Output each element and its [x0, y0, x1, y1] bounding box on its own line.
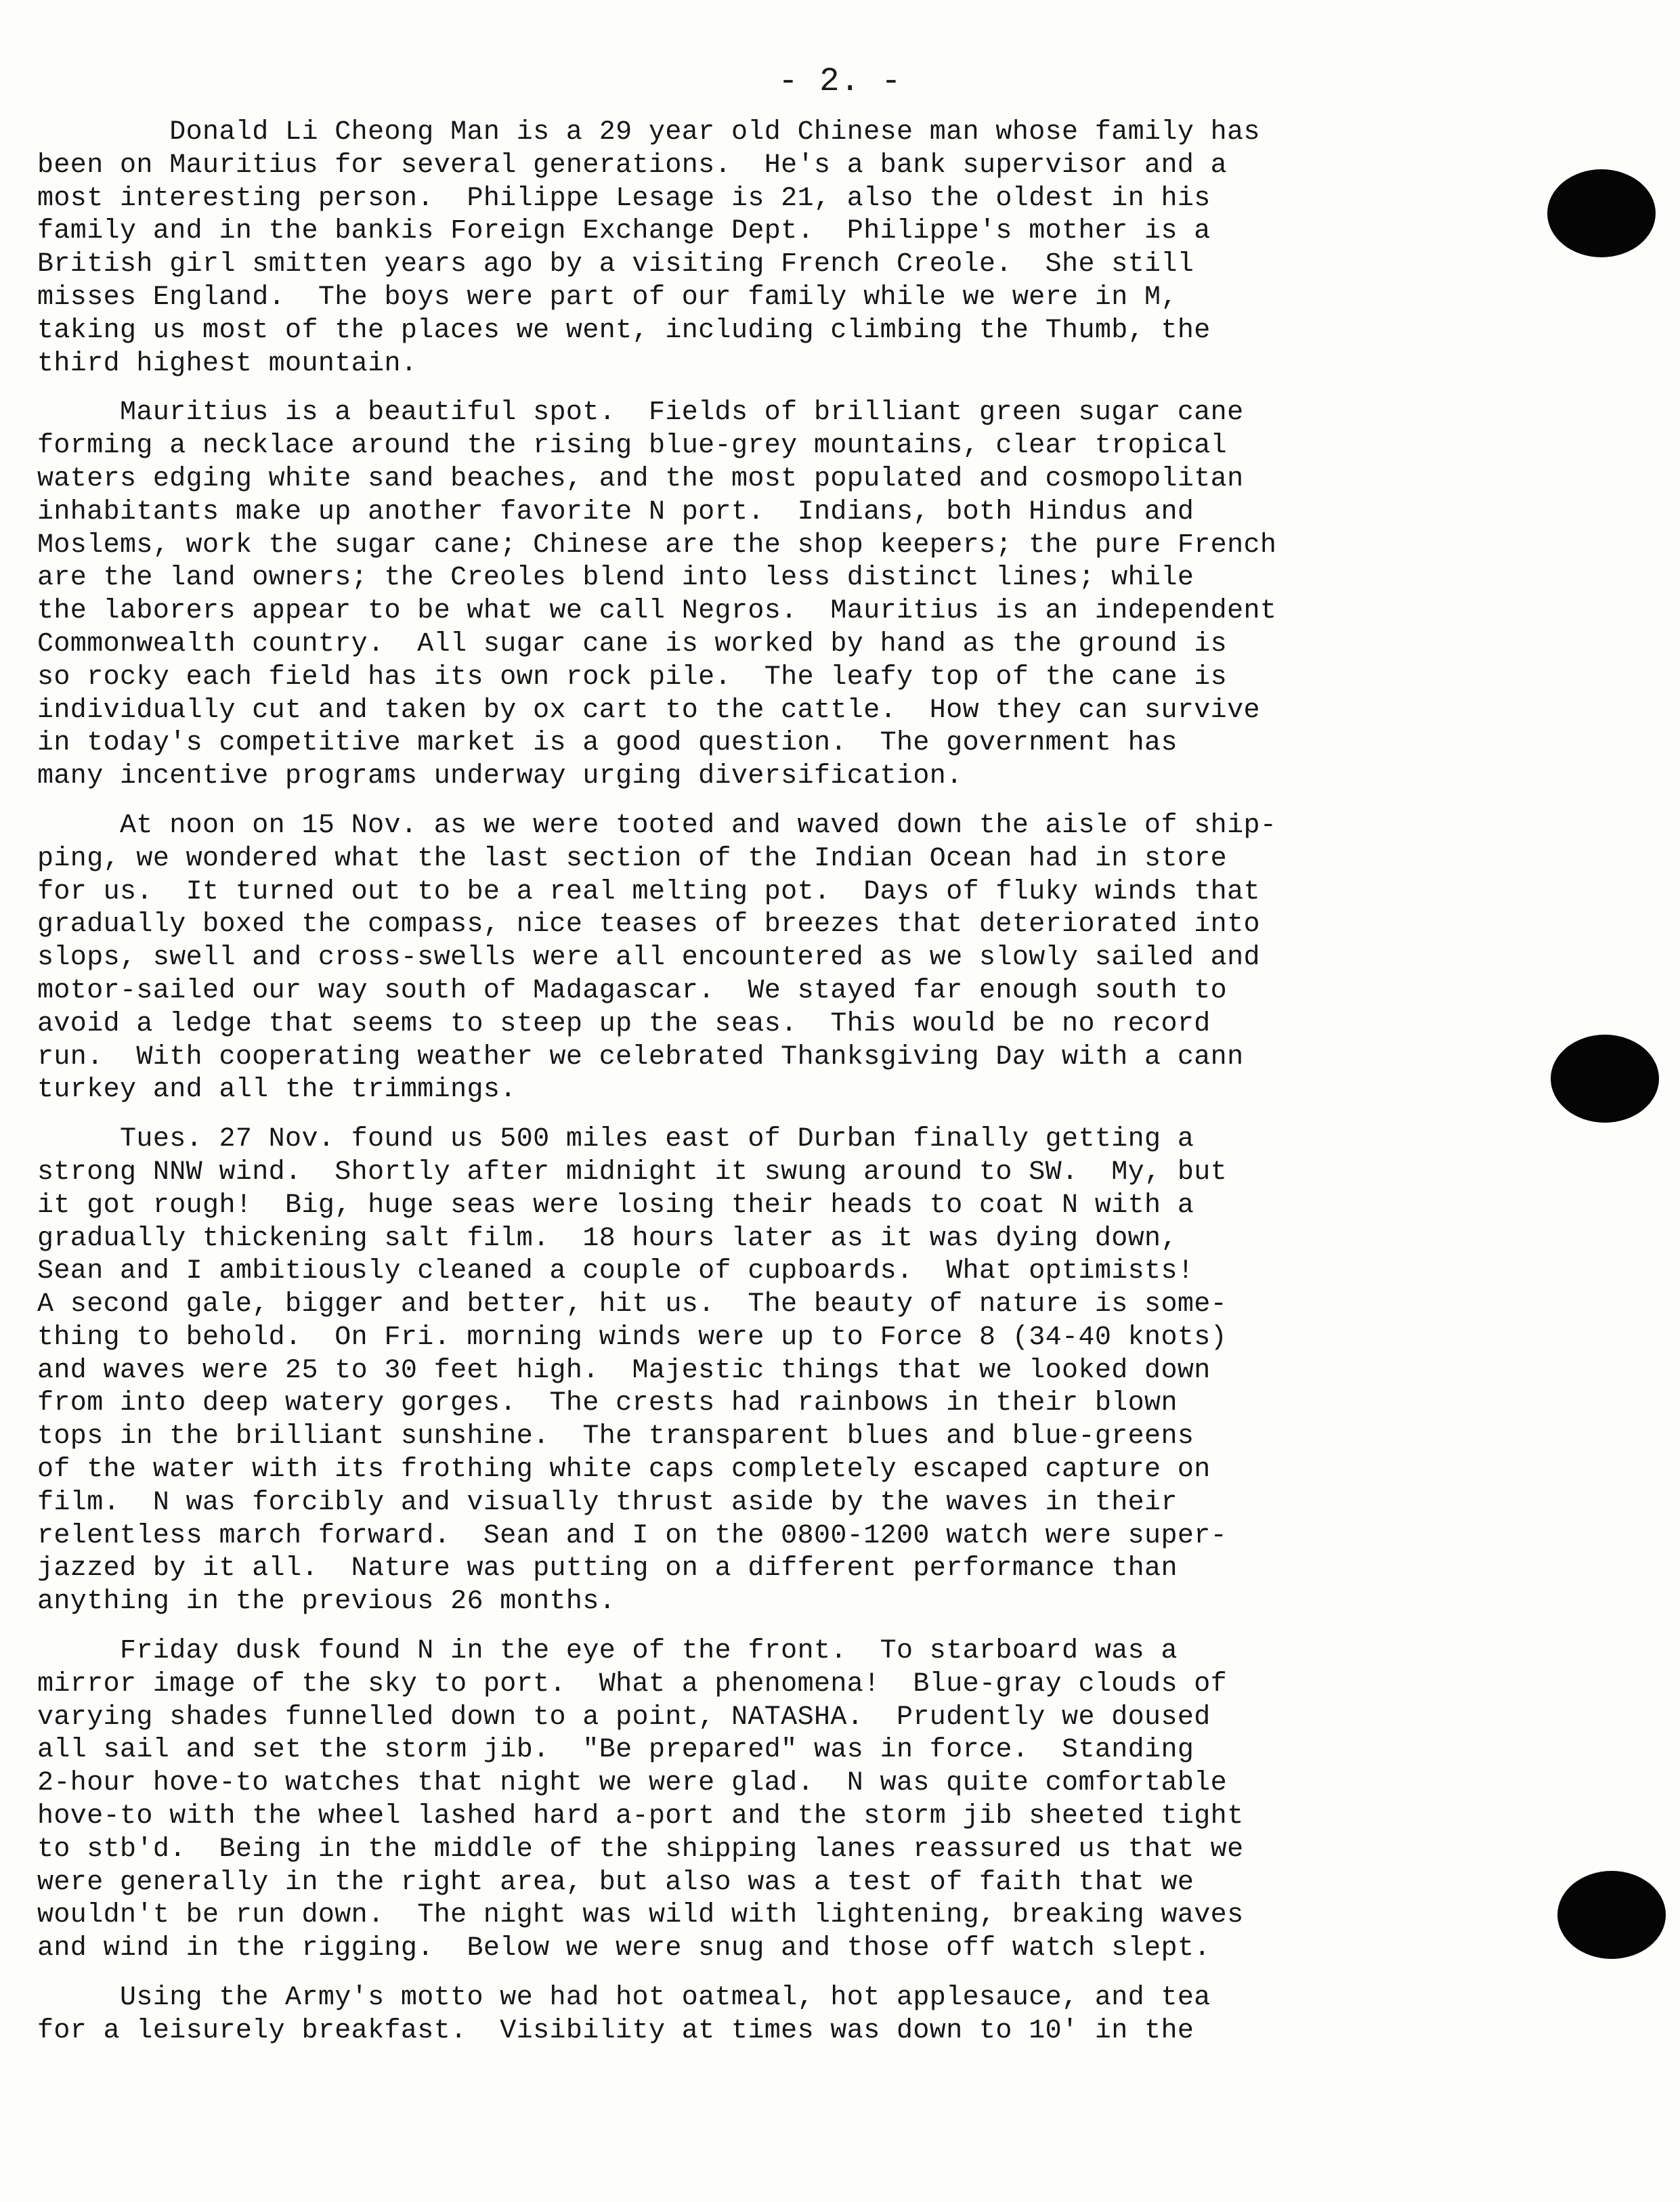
text-line: A second gale, bigger and better, hit us. The beauty of nature is some- — [37, 1289, 1228, 1320]
text-line: it got rough! Big, huge seas were losing their heads to coat N with a — [37, 1190, 1194, 1221]
text-line: gradually thickening salt film. 18 hours later as it was dying down, — [37, 1223, 1178, 1254]
text-line: strong NNW wind. Shortly after midnight it swung around to SW. My, but — [37, 1157, 1228, 1188]
text-line: taking us most of the places we went, including climbing the Thumb, the — [37, 315, 1211, 346]
text-line: Friday dusk found N in the eye of the front. To starboard was a — [37, 1636, 1178, 1667]
text-line: jazzed by it all. Nature was putting on a different performance than — [37, 1553, 1178, 1584]
text-line: the laborers appear to be what we call Negros. Mauritius is an independent — [37, 596, 1277, 627]
text-line: individually cut and taken by ox cart to the cattle. How they can survive — [37, 695, 1260, 726]
text-line: of the water with its frothing white caps completely escaped capture on — [37, 1454, 1211, 1486]
text-line: forming a necklace around the rising blue-grey mountains, clear tropical — [37, 431, 1228, 462]
text-line: and wind in the rigging. Below we were snug and those off watch slept. — [37, 1933, 1211, 1964]
paragraph-friday-dusk — [37, 1635, 1588, 1966]
text-line: slops, swell and cross-swells were all encountered as we slowly sailed and — [37, 943, 1260, 974]
text-line: At noon on 15 Nov. as we were tooted and waved down the aisle of ship- — [37, 810, 1277, 841]
text-line: mirror image of the sky to port. What a phenomena! Blue-gray clouds of — [37, 1668, 1228, 1700]
text-line: Using the Army's motto we had hot oatmeal, hot applesauce, and tea — [37, 1983, 1211, 2014]
text-line: 2-hour hove-to watches that night we were glad. N was quite comfortable — [37, 1768, 1228, 1799]
paragraph-donald-philippe — [37, 116, 1588, 381]
text-line: many incentive programs underway urging diversification. — [37, 761, 963, 792]
punch-hole — [1557, 1871, 1666, 1959]
text-line: avoid a ledge that seems to steep up the seas. This would be no record — [37, 1008, 1211, 1039]
page-number: - 2. - — [778, 62, 902, 100]
text-line: Moslems, work the sugar cane; Chinese are the shop keepers; the pure French — [37, 530, 1277, 561]
text-line: to stb'd. Being in the middle of the shipping lanes reassured us that we — [37, 1834, 1244, 1865]
text-line: anything in the previous 26 months. — [37, 1586, 616, 1618]
text-line: all sail and set the storm jib. "Be prepared" was in force. Standing — [37, 1735, 1194, 1766]
text-line: were generally in the right area, but also was a test of faith that we — [37, 1867, 1194, 1898]
text-line: British girl smitten years ago by a visiting French Creole. She still — [37, 249, 1194, 280]
text-line: waters edging white sand beaches, and the most populated and cosmopolitan — [37, 463, 1244, 494]
text-line: are the land owners; the Creoles blend into less distinct lines; while — [37, 563, 1194, 594]
text-line: Commonwealth country. All sugar cane is worked by hand as the ground is — [37, 628, 1228, 660]
text-line: so rocky each field has its own rock pile. The leafy top of the cane is — [37, 662, 1228, 693]
text-line: motor-sailed our way south of Madagascar. We stayed far enough south to — [37, 975, 1228, 1006]
text-line: turkey and all the trimmings. — [37, 1075, 517, 1106]
text-line: misses England. The boys were part of our family while we were in M, — [37, 282, 1178, 313]
paragraph-gale — [37, 1123, 1588, 1619]
text-line: film. N was forcibly and visually thrust aside by the waves in their — [37, 1487, 1178, 1518]
text-line: from into deep watery gorges. The crests had rainbows in their blown — [37, 1388, 1178, 1419]
text-line: in today's competitive market is a good question. The government has — [37, 728, 1178, 759]
text-line: ping, we wondered what the last section of the Indian Ocean had in store — [37, 843, 1228, 874]
text-line: relentless march forward. Sean and I on the 0800-1200 watch were super- — [37, 1520, 1228, 1551]
paragraph-departure — [37, 810, 1588, 1107]
text-line: Mauritius is a beautiful spot. Fields of brilliant green sugar cane — [37, 397, 1244, 429]
text-line: for us. It turned out to be a real melting pot. Days of fluky winds that — [37, 876, 1260, 907]
text-line: for a leisurely breakfast. Visibility at times was down to 10' in the — [37, 2015, 1194, 2046]
text-line: family and in the bankis Foreign Exchange Dept. Philippe's mother is a — [37, 216, 1211, 247]
text-line: hove-to with the wheel lashed hard a-port and the storm jib sheeted tight — [37, 1801, 1244, 1832]
text-line: thing to behold. On Fri. morning winds were up to Force 8 (34-40 knots) — [37, 1322, 1228, 1353]
text-line: tops in the brilliant sunshine. The transparent blues and blue-greens — [37, 1421, 1194, 1452]
text-line: Sean and I ambitiously cleaned a couple of cupboards. What optimists! — [37, 1256, 1194, 1287]
text-line: run. With cooperating weather we celebrated Thanksgiving Day with a cann — [37, 1041, 1244, 1073]
punch-hole — [1547, 169, 1656, 257]
paragraph-breakfast — [37, 1982, 1588, 2048]
text-line: wouldn't be run down. The night was wild with lightening, breaking waves — [37, 1900, 1244, 1931]
text-line: gradually boxed the compass, nice teases of breezes that deteriorated into — [37, 909, 1260, 941]
letter-body — [37, 116, 1588, 2065]
text-line: Tues. 27 Nov. found us 500 miles east of Durban finally getting a — [37, 1124, 1194, 1155]
text-line: varying shades funnelled down to a point, NATASHA. Prudently we doused — [37, 1702, 1211, 1733]
text-line: been on Mauritius for several generations. He's a bank supervisor and a — [37, 150, 1228, 181]
punch-hole — [1551, 1035, 1659, 1123]
text-line: inhabitants make up another favorite N port. Indians, both Hindus and — [37, 496, 1194, 527]
paragraph-mauritius — [37, 397, 1588, 794]
text-line: and waves were 25 to 30 feet high. Majestic things that we looked down — [37, 1355, 1211, 1386]
text-line: Donald Li Cheong Man is a 29 year old Chinese man whose family has — [37, 117, 1260, 148]
text-line: most interesting person. Philippe Lesage is 21, also the oldest in his — [37, 183, 1211, 214]
text-line: third highest mountain. — [37, 348, 418, 379]
